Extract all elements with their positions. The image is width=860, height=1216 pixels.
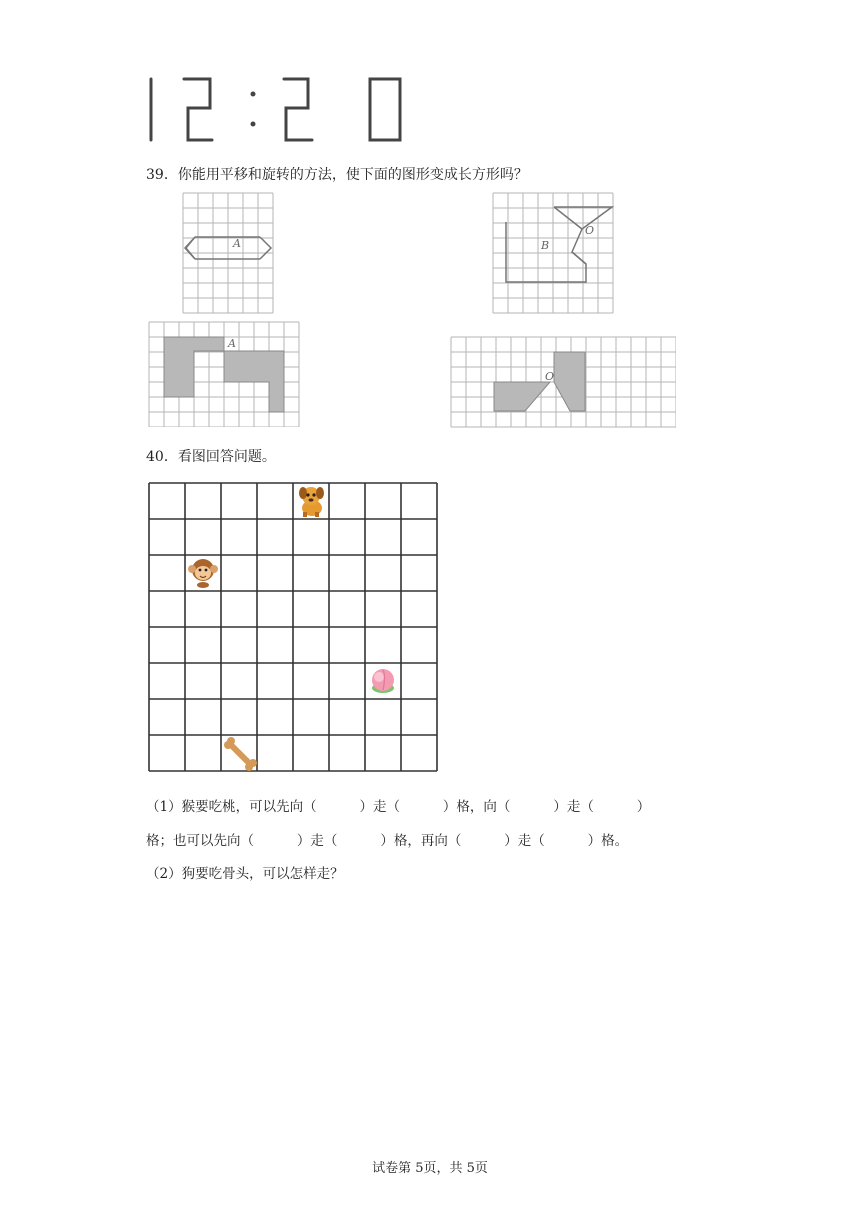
peach-icon: [372, 669, 394, 693]
grid-figure-a-top: [182, 192, 274, 314]
dog-icon: [299, 487, 324, 517]
colon-dot-bottom: [251, 122, 256, 127]
question-40-title: 40．看图回答问题。: [146, 449, 276, 465]
digit-0: [370, 79, 400, 140]
q40-part1-line1: （1）猴要吃桃，可以先向（ ）走（ ）格，向（ ）走（ ）: [146, 799, 651, 815]
label-o-bottom: O: [545, 370, 555, 383]
shaded-shape-upper-right: [554, 352, 585, 411]
digit-2-a: [184, 79, 212, 140]
monkey-icon: [188, 559, 218, 588]
label-a-bottom: A: [228, 337, 236, 350]
animal-grid: [148, 482, 440, 774]
digit-2-b: [284, 79, 312, 140]
grid-animal: [149, 483, 437, 771]
grid-b-top: [493, 193, 613, 313]
page-footer: 试卷第 5页，共 5页: [372, 1161, 488, 1176]
label-a: A: [233, 237, 241, 250]
digital-clock-figure: [140, 72, 420, 148]
grid-figure-b-top: [492, 192, 614, 314]
grid-figure-a-bottom: [148, 321, 300, 427]
bone-icon: [224, 737, 257, 771]
colon-dot-top: [251, 92, 256, 97]
grid-a-top: [183, 193, 273, 313]
label-o-top: O: [585, 224, 595, 237]
question-39-title: 39．你能用平移和旋转的方法，使下面的图形变成长方形吗？: [146, 167, 528, 183]
label-b: B: [541, 239, 550, 252]
grid-figure-o-bottom: [450, 336, 676, 428]
q40-part1-line2: 格；也可以先向（ ）走（ ）格，再向（ ）走（ ）格。: [146, 833, 629, 849]
q40-part2: （2）狗要吃骨头，可以怎样走？: [146, 866, 344, 882]
